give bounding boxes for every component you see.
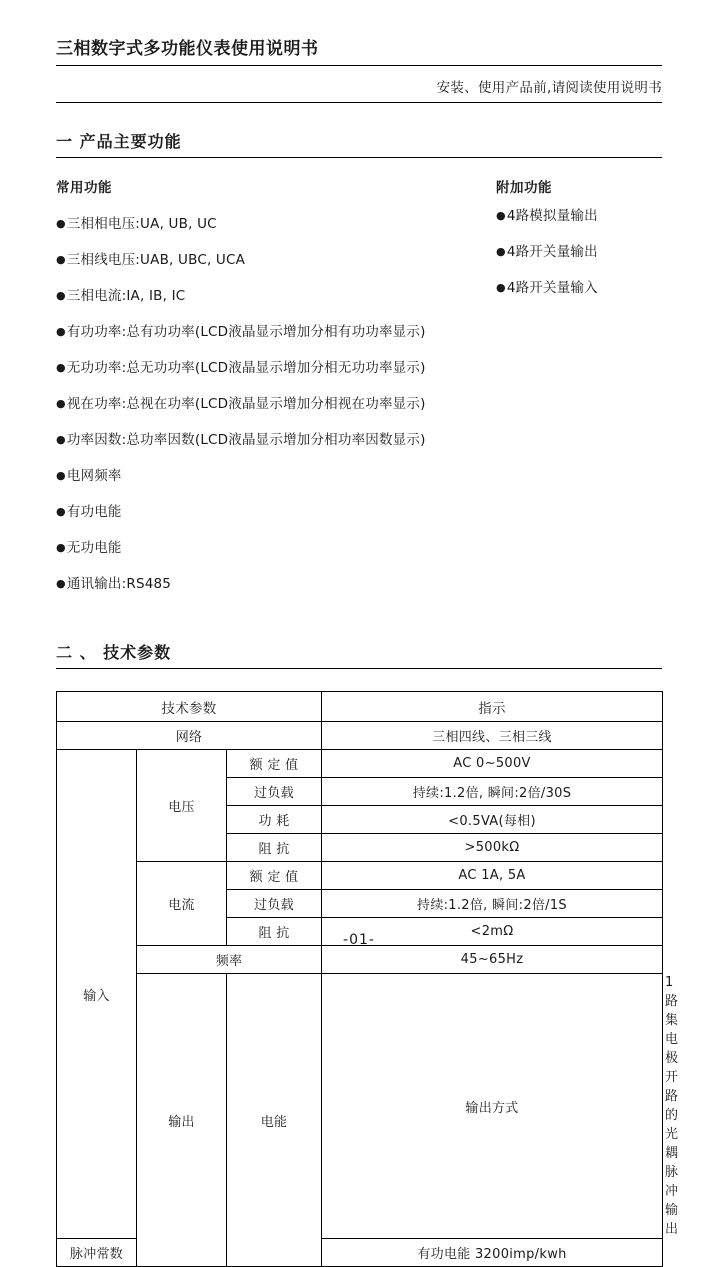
- table-row: [57, 692, 663, 722]
- list-item-label: 4路开关量输出: [506, 244, 598, 260]
- table-header-params: 技术参数: [57, 692, 322, 722]
- page-number: -01-: [343, 932, 375, 948]
- cell-pulse-const-label: 脉冲常数: [57, 1239, 137, 1267]
- cell-voltage-rated: AC 0~500V: [322, 750, 663, 778]
- section-heading-functions: 一 产品主要功能: [56, 129, 662, 158]
- bullet-icon: ●: [496, 209, 506, 222]
- cell-current-impedance: <2mΩ: [322, 918, 663, 946]
- list-item-label: 4路模拟量输出: [506, 208, 598, 224]
- cell-frequency-label: 频率: [137, 946, 322, 974]
- bullet-icon: ●: [56, 433, 66, 446]
- list-item: [56, 428, 496, 448]
- list-item-label: 功率因数:总功率因数(LCD液晶显示增加分相功率因数显示): [66, 432, 426, 448]
- bullet-icon: ●: [56, 361, 66, 374]
- table-row: 输出 电能 输出方式 1路集电极开路的光耦脉冲输出: [57, 974, 663, 1239]
- bullet-icon: ●: [56, 217, 66, 230]
- bullet-icon: ●: [496, 281, 506, 294]
- cell-input-label: 输入: [57, 750, 137, 1239]
- cell-voltage-power: <0.5VA(每相): [322, 806, 663, 834]
- list-item-label: 有功电能: [66, 504, 122, 520]
- cell-overload-label: 过负载: [227, 778, 322, 806]
- features-block: [56, 176, 662, 592]
- list-item-label: 4路开关量输入: [506, 280, 598, 296]
- list-item-label: 电网频率: [66, 468, 122, 484]
- cell-voltage-impedance: >500kΩ: [322, 834, 663, 862]
- cell-frequency-value: 45~65Hz: [322, 946, 663, 974]
- list-item-label: 三相相电压:UA, UB, UC: [66, 216, 217, 232]
- cell-voltage-label: 电压: [137, 750, 227, 862]
- table-row: [57, 750, 663, 778]
- list-item-label: 三相电流:IA, IB, IC: [66, 288, 186, 304]
- cell-network-label: 网络: [57, 722, 322, 750]
- common-functions-list: [56, 212, 496, 592]
- cell-power-consumption-label: 功 耗: [227, 806, 322, 834]
- list-item: [56, 536, 496, 556]
- cell-output-label: 输出: [137, 974, 227, 1267]
- additional-functions-list: [496, 188, 666, 296]
- bullet-icon: ●: [56, 253, 66, 266]
- list-item-label: 通讯输出:RS485: [66, 576, 172, 592]
- list-item-label: 无功电能: [66, 540, 122, 556]
- cell-energy-label: 电能: [227, 974, 322, 1267]
- common-functions-heading: 常用功能: [56, 180, 112, 196]
- document-subtitle: 安装、使用产品前,请阅读使用说明书: [56, 76, 662, 103]
- list-item-label: 三相线电压:UAB, UBC, UCA: [66, 252, 246, 268]
- cell-voltage-overload: 持续:1.2倍, 瞬间:2倍/30S: [322, 778, 663, 806]
- specifications-table: [56, 691, 679, 1267]
- cell-rated-label: 额 定 值: [227, 750, 322, 778]
- bullet-icon: ●: [56, 325, 66, 338]
- list-item-label: 无功功率:总无功功率(LCD液晶显示增加分相无功功率显示): [66, 360, 426, 376]
- list-item: [56, 500, 496, 520]
- list-item: [56, 212, 496, 232]
- list-item: [56, 320, 496, 340]
- document-title: 三相数字式多功能仪表使用说明书: [56, 34, 662, 66]
- cell-network-value: 三相四线、三相三线: [322, 722, 663, 750]
- bullet-icon: ●: [496, 245, 506, 258]
- cell-rated-label: 额 定 值: [227, 862, 322, 890]
- bullet-icon: ●: [56, 541, 66, 554]
- bullet-icon: ●: [56, 397, 66, 410]
- list-item: [56, 356, 496, 376]
- cell-current-overload: 持续:1.2倍, 瞬间:2倍/1S: [322, 890, 663, 918]
- bullet-icon: ●: [56, 469, 66, 482]
- list-item: [496, 276, 666, 296]
- bullet-icon: ●: [56, 505, 66, 518]
- cell-overload-label: 过负载: [227, 890, 322, 918]
- list-item: [56, 392, 496, 412]
- table-row: [57, 862, 663, 890]
- list-item: [496, 240, 666, 260]
- cell-pulse-const-value: 有功电能 3200imp/kwh: [322, 1239, 663, 1267]
- list-item: [56, 464, 496, 484]
- list-item: [496, 204, 666, 224]
- cell-impedance-label: 阻 抗: [227, 918, 322, 946]
- table-row: [57, 722, 663, 750]
- list-item: [56, 248, 496, 268]
- cell-impedance-label: 阻 抗: [227, 834, 322, 862]
- list-item-label: 有功功率:总有功功率(LCD液晶显示增加分相有功功率显示): [66, 324, 426, 340]
- section-heading-specs: 二 、 技术参数: [56, 640, 662, 669]
- cell-output-mode-label: 输出方式: [322, 974, 663, 1239]
- list-item: [56, 572, 496, 592]
- list-item-label: 视在功率:总视在功率(LCD液晶显示增加分相视在功率显示): [66, 396, 426, 412]
- bullet-icon: ●: [56, 577, 66, 590]
- cell-current-label: 电流: [137, 862, 227, 946]
- bullet-icon: ●: [56, 289, 66, 302]
- cell-current-rated: AC 1A, 5A: [322, 862, 663, 890]
- table-row: [57, 946, 663, 974]
- table-header-indication: 指示: [322, 692, 663, 722]
- additional-functions-heading: 附加功能: [496, 180, 552, 196]
- list-item: [56, 284, 496, 304]
